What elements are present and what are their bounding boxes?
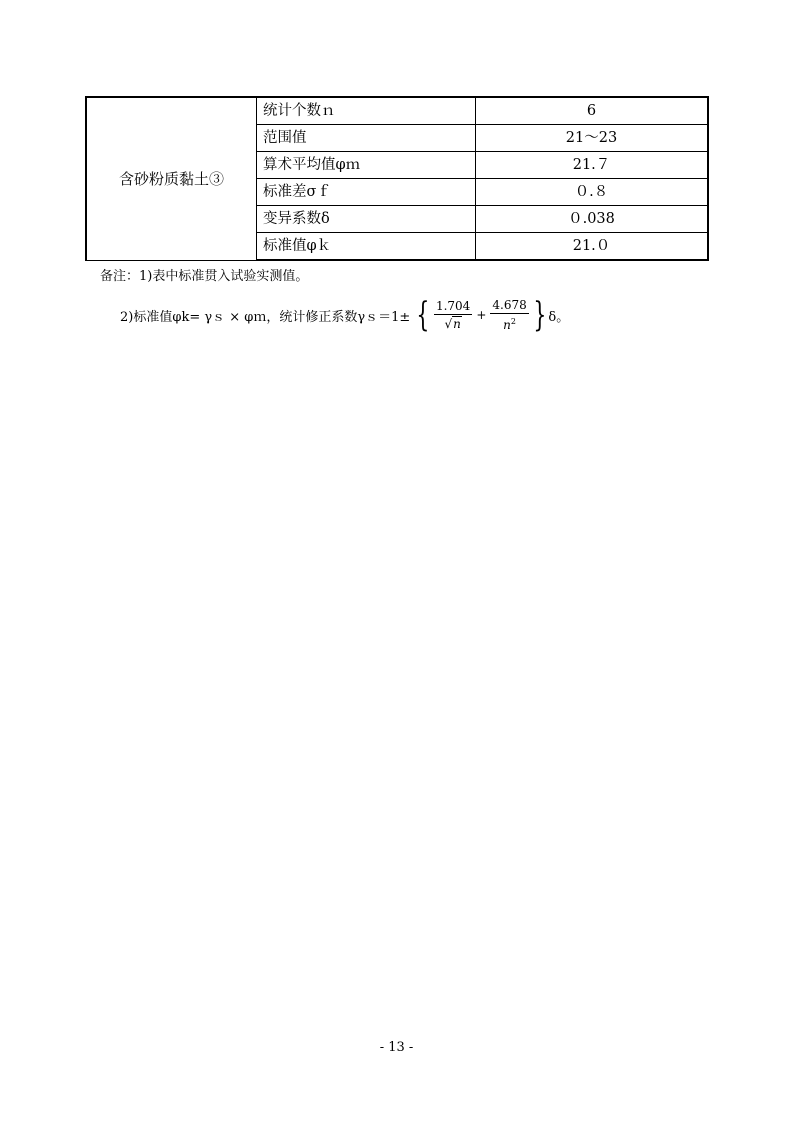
value-mean: 21.７ xyxy=(476,152,709,179)
fraction-2-variable: n xyxy=(503,318,511,332)
note-2-formula xyxy=(120,297,573,333)
value-count: 6 xyxy=(476,97,709,125)
value-range: 21～23 xyxy=(476,125,709,152)
table-row xyxy=(86,97,708,125)
fraction-2-denominator xyxy=(503,314,516,332)
param-count: 统计个数ｎ xyxy=(257,97,476,125)
fraction-1 xyxy=(434,299,472,331)
fraction-2 xyxy=(490,298,528,332)
statistics-table xyxy=(85,96,709,261)
left-brace: { xyxy=(416,295,430,335)
note-2-suffix: δ。 xyxy=(548,309,570,325)
right-brace: } xyxy=(533,295,547,335)
note-2-prefix: 2)标准值φk= γｓ × φｍ，统计修正系数γｓ＝1± xyxy=(120,309,411,325)
soil-layer-name: 含砂粉质黏土③ xyxy=(86,97,257,260)
param-standard: 标准值φｋ xyxy=(257,233,476,261)
fraction-2-numerator: 4.678 xyxy=(492,298,527,312)
plus-sign: + xyxy=(476,308,487,322)
value-std: ０.８ xyxy=(476,179,709,206)
fraction-1-denominator xyxy=(444,315,461,331)
param-std: 标准差σｆ xyxy=(257,179,476,206)
sqrt-radicand: n xyxy=(453,317,461,331)
param-range: 范围值 xyxy=(257,125,476,152)
value-standard: 21.０ xyxy=(476,233,709,261)
note-1: 备注：1)表中标准贯入试验实测值。 xyxy=(100,269,309,284)
fraction-2-exponent: 2 xyxy=(510,317,516,326)
param-mean: 算术平均值φｍ xyxy=(257,152,476,179)
sqrt-icon: √ xyxy=(444,317,453,331)
fraction-1-numerator: 1.704 xyxy=(435,299,471,313)
param-cv: 变异系数δ xyxy=(257,206,476,233)
page-number: - 13 - xyxy=(379,1040,414,1055)
value-cv: ０.038 xyxy=(476,206,709,233)
sqrt-expression xyxy=(444,316,461,331)
